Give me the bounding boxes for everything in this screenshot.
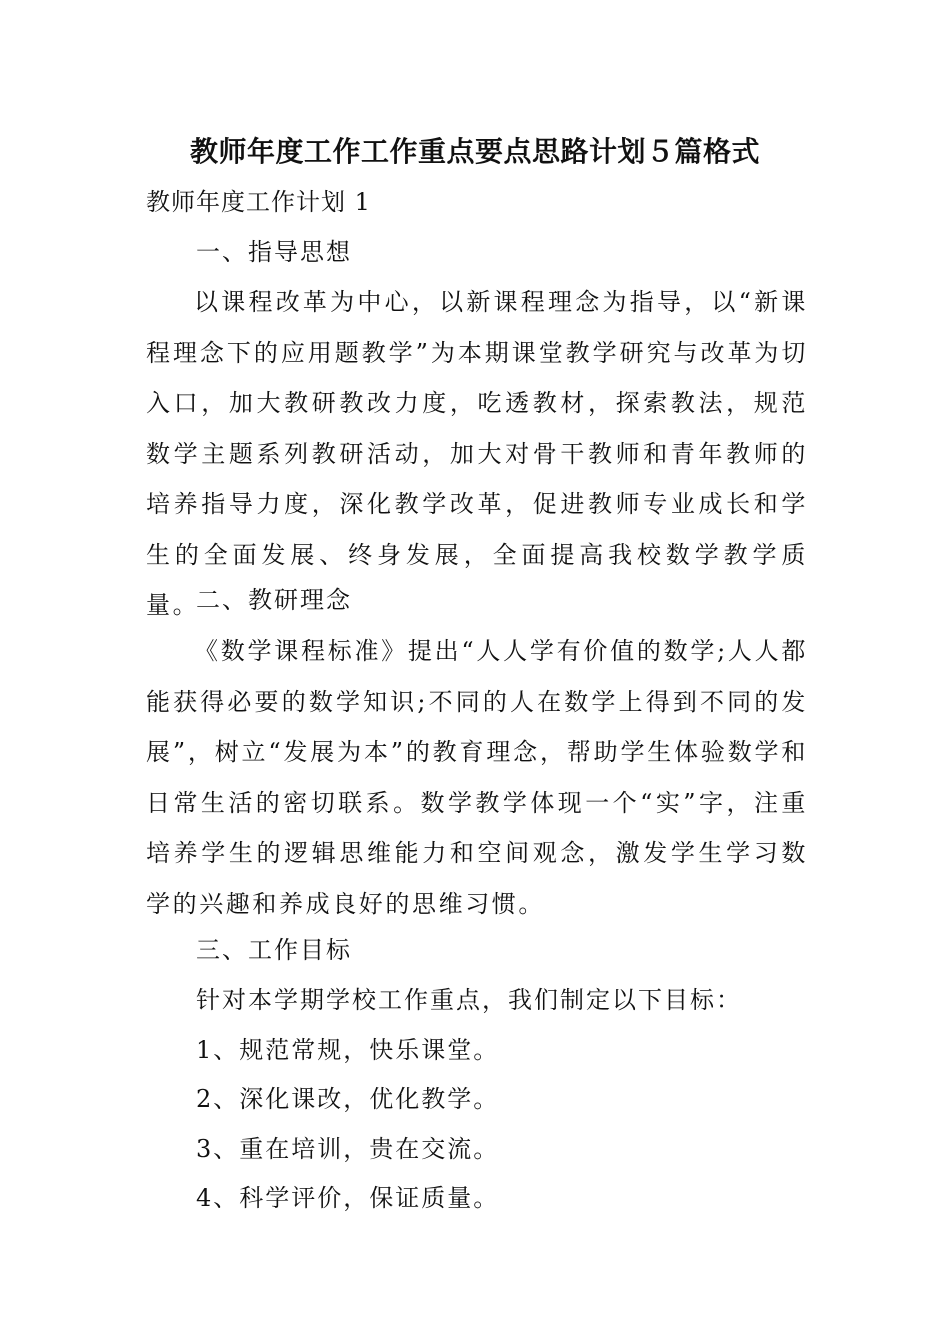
section-heading-work-goals: 三、工作目标: [196, 936, 352, 964]
work-goal-item: 2、深化课改，优化教学。: [196, 1085, 500, 1113]
section-heading-teaching-research-concept: 二、教研理念: [196, 586, 352, 614]
section-paragraph-teaching-research-concept: 《数学课程标准》提出“人人学有价值的数学;人人都能获得必要的数学知识;不同的人在数学上得到不同的发展”，树立“发展为本”的教育理念，帮助学生体验数学和日常生活的密切联系。数学教学体现一个“实”字，注重培养学生的逻辑思维能力和空间观念，激发学生学习数学的兴趣和养成良好的思维习惯。: [146, 637, 808, 918]
document-subtitle: 教师年度工作计划 1: [146, 188, 371, 216]
document-title: 教师年度工作工作重点要点思路计划５篇格式: [189, 135, 760, 168]
work-goal-item: 3、重在培训，贵在交流。: [196, 1135, 500, 1163]
section-paragraph-guiding-ideology: 以课程改革为中心，以新课程理念为指导，以“新课程理念下的应用题教学”为本期课堂教学研究与改革为切入口，加大教研教改力度，吃透教材，探索教法，规范数学主题系列教研活动，加大对骨干教师和青年教师的培养指导力度，深化教学改革，促进教师专业成长和学生的全面发展、终身发展，全面提高我校数学教学质量。: [146, 288, 808, 619]
work-goal-item: 1、规范常规，快乐课堂。: [196, 1036, 500, 1064]
work-goals-intro: 针对本学期学校工作重点，我们制定以下目标：: [196, 986, 742, 1014]
work-goal-item: 4、科学评价，保证质量。: [196, 1184, 500, 1212]
section-heading-guiding-ideology: 一、指导思想: [196, 238, 352, 266]
